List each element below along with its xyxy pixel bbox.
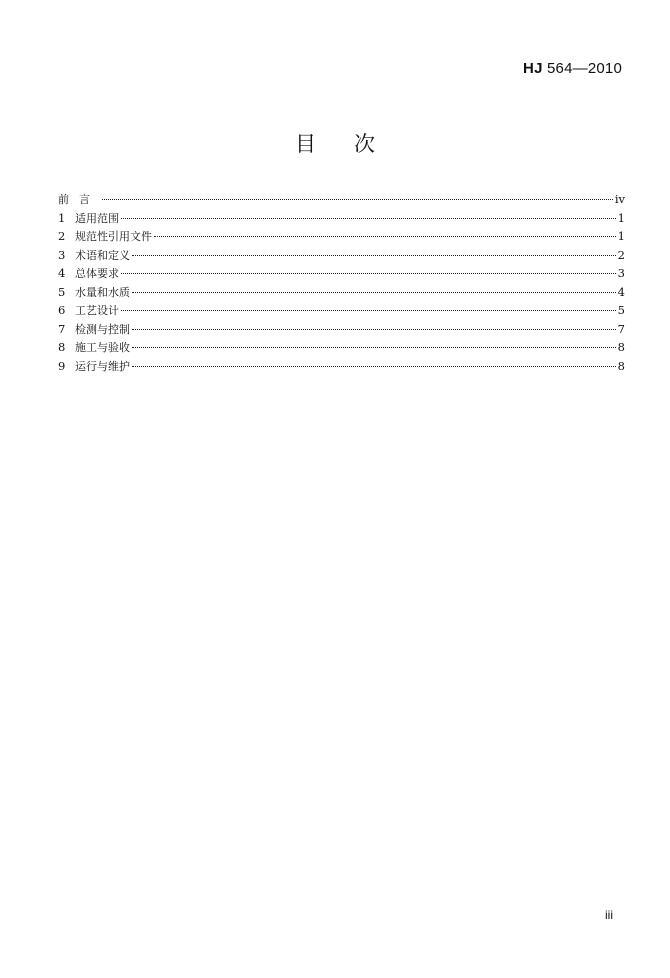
toc-entry-label: 前言 [58,193,100,206]
toc-entry-2[interactable] [58,227,625,246]
toc-entry-page: 2 [617,247,625,262]
toc-leader-dots [132,292,616,293]
toc-entry-7[interactable] [58,320,625,339]
toc-entry-page: 1 [617,229,625,243]
toc-leader-dots [121,218,616,219]
toc-entry-page: 3 [617,266,625,280]
page-number: iii [605,908,613,922]
toc-entry-6[interactable] [58,301,625,320]
table-of-contents [58,190,625,375]
toc-entry-label: 水量和水质 [75,285,130,299]
toc-entry-label: 适用范围 [75,211,119,225]
toc-leader-dots [132,366,616,367]
toc-entry-page: 4 [617,284,625,299]
toc-entry-page: 5 [617,303,625,317]
toc-entry-number: 9 [58,358,66,373]
standard-prefix: HJ [523,60,543,77]
toc-entry-foreword[interactable] [58,190,625,209]
toc-leader-dots [132,255,616,256]
toc-entry-label: 规范性引用文件 [75,230,152,243]
toc-entry-number: 4 [58,266,66,280]
toc-entry-9[interactable] [58,357,625,376]
toc-entry-5[interactable] [58,283,625,302]
toc-entry-number: 8 [58,340,66,354]
toc-leader-dots [121,310,616,311]
toc-entry-label: 工艺设计 [75,304,119,317]
toc-entry-number: 5 [58,284,66,299]
toc-leader-dots [154,236,616,237]
toc-entry-number: 2 [58,229,66,243]
toc-entry-label: 运行与维护 [75,359,130,373]
toc-leader-dots [132,329,616,330]
toc-entry-page: 8 [617,358,625,373]
toc-entry-page: 1 [617,210,625,225]
toc-entry-4[interactable] [58,264,625,283]
toc-entry-label: 术语和定义 [75,248,130,262]
toc-entry-number: 1 [58,210,66,225]
toc-entry-page: 7 [617,321,625,336]
standard-code [523,60,622,77]
toc-entry-1[interactable] [58,209,625,228]
toc-entry-label: 检测与控制 [75,322,130,336]
toc-entry-3[interactable] [58,246,625,265]
toc-entry-label: 施工与验收 [75,341,130,354]
standard-number: 564—2010 [547,60,622,77]
toc-leader-dots [132,347,616,348]
toc-entry-page: iv [614,192,625,206]
toc-entry-number: 6 [58,303,66,317]
toc-entry-label: 总体要求 [75,267,119,280]
toc-leader-dots [121,273,616,274]
toc-entry-number: 7 [58,321,66,336]
toc-entry-page: 8 [617,340,625,354]
page-title: 目次 [295,132,413,156]
toc-leader-dots [102,199,613,200]
toc-entry-number: 3 [58,247,66,262]
toc-entry-8[interactable] [58,338,625,357]
